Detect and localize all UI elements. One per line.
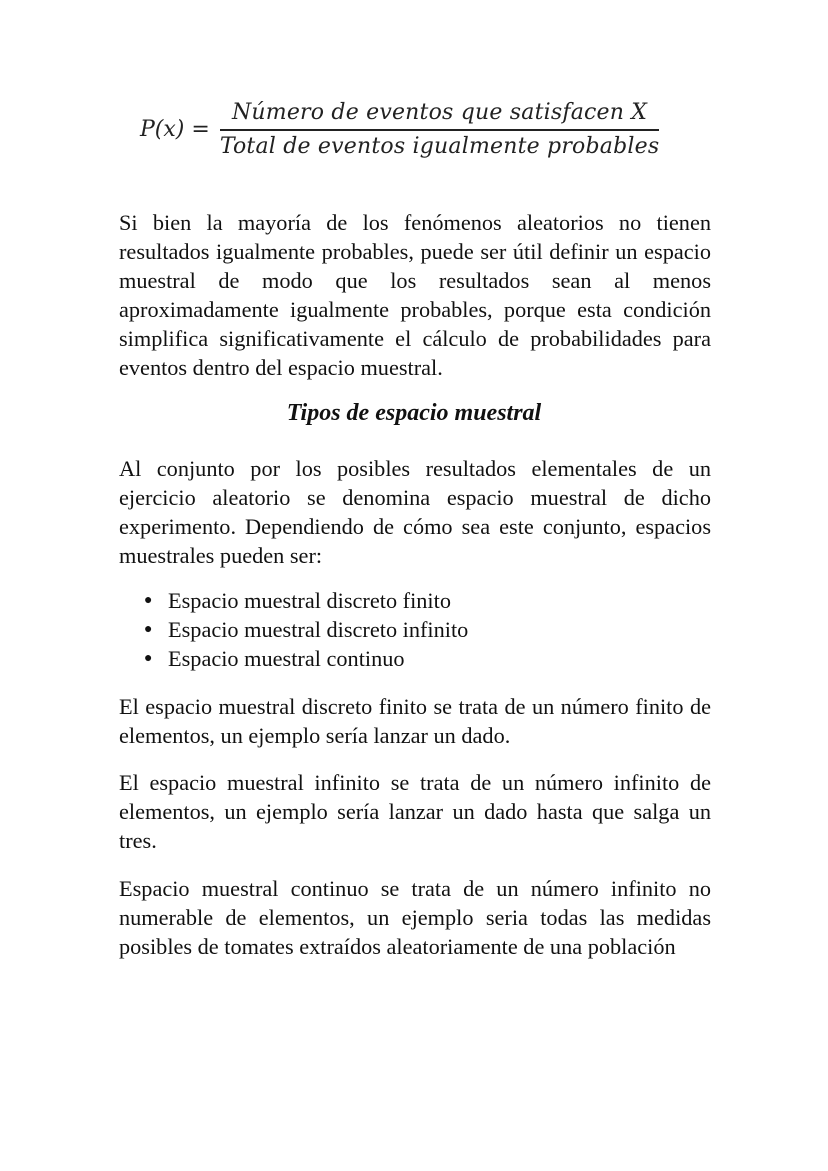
list-item (119, 644, 711, 673)
list-item (119, 586, 711, 615)
section-heading: Tipos de espacio muestral (286, 400, 542, 426)
paragraph-discrete-infinite: El espacio muestral infinito se trata de un número infinito de elementos, un ejemplo sería lanzar un dado hasta que salga un tres. (119, 770, 711, 853)
list-item-text: Espacio muestral continuo (168, 646, 405, 671)
probability-formula (140, 100, 659, 159)
bullet-icon: ● (144, 651, 153, 666)
paragraph-continuous: Espacio muestral continuo se trata de un número infinito no numerable de elementos, un ejemplo seria todas las medidas posibles de tomates extraídos aleatoriamente de una población (119, 876, 711, 959)
list-item-text: Espacio muestral discreto infinito (168, 617, 469, 642)
formula-numerator: Número de eventos que satisfacen X (231, 100, 648, 125)
paragraph-discrete-finite: El espacio muestral discreto finito se trata de un número finito de elementos, un ejemplo sería lanzar un dado. (119, 694, 711, 748)
bullet-icon: ● (144, 593, 153, 608)
formula-lhs: P(x) = (140, 116, 210, 142)
list-item (119, 615, 711, 644)
formula-fraction (220, 100, 660, 159)
list-item-text: Espacio muestral discreto finito (168, 588, 451, 613)
sample-space-types-list (119, 586, 711, 673)
formula-denominator: Total de eventos igualmente probables (219, 133, 660, 159)
paragraph-equiprobable: Si bien la mayoría de los fenómenos aleatorios no tienen resultados igualmente probables, puede ser útil definir un espacio muestral de modo que los resultados sean al menos aproximadamente igualmente probables, porque esta condición simplifica significativamente el cálculo de probabilidades para eventos dentro del espacio muestral. (119, 210, 711, 380)
bullet-icon: ● (144, 622, 153, 637)
paragraph-intro: Al conjunto por los posibles resultados elementales de un ejercicio aleatorio se denomina espacio muestral de dicho experimento. Dependiendo de cómo sea este conjunto, espacios muestrales pueden ser: (119, 456, 711, 568)
